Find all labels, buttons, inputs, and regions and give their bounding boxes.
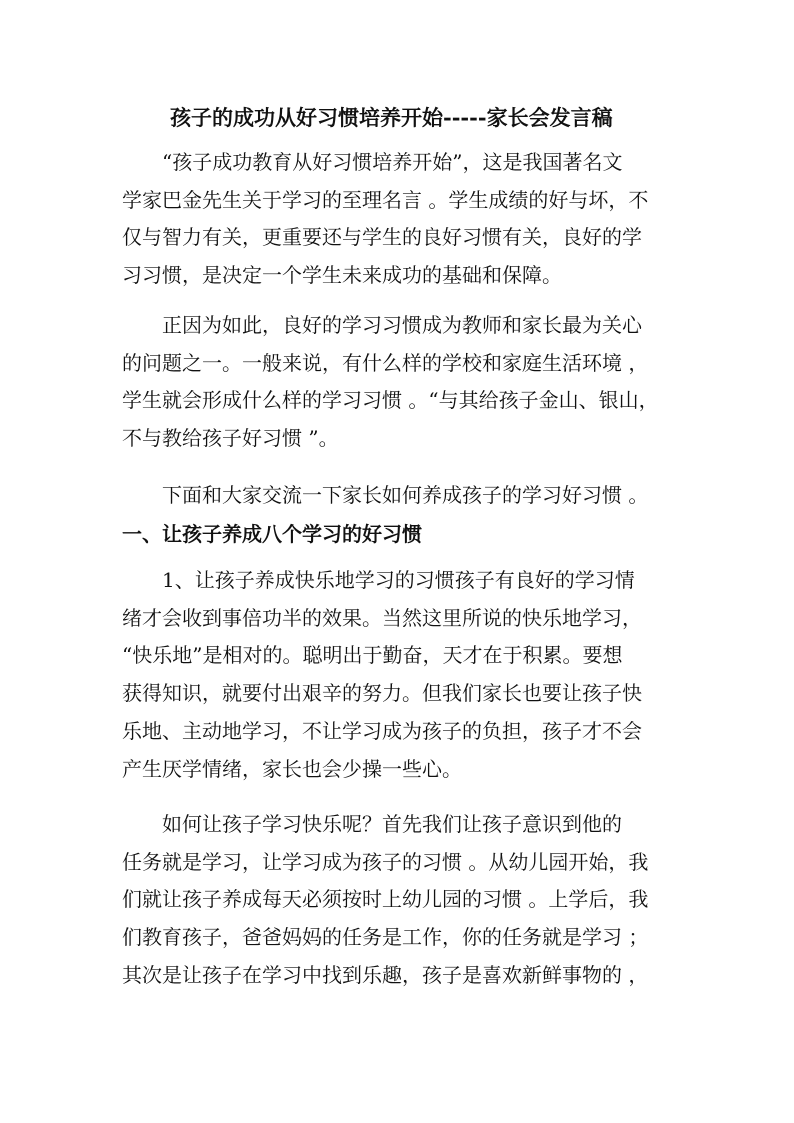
section-heading: 一、让孩子养成八个学习的好习惯: [122, 522, 422, 546]
paragraph-line: “孩子成功教育从好习惯培养开始”，这是我国著名文: [162, 150, 623, 174]
paragraph-4: [122, 562, 674, 788]
paragraph-line: 1、让孩子养成快乐地学习的习惯孩子有良好的学习情: [162, 568, 635, 592]
paragraph-2: [122, 307, 674, 458]
paragraph-1: [122, 144, 674, 295]
paragraph-line: “快乐地”是相对的。聪明出于勤奋，天才在于积累。要想: [122, 643, 623, 668]
paragraph-3: [122, 477, 674, 515]
paragraph-line: 学生就会形成什么样的学习习惯 。“与其给孩子金山、银山，: [122, 388, 659, 413]
section-heading-block: [122, 516, 674, 554]
paragraph-line: 习习惯，是决定一个学生未来成功的基础和保障。: [122, 263, 562, 288]
paragraph-line: 学家巴金先生关于学习的至理名言 。学生成绩的好与坏，不: [122, 187, 649, 212]
document-title: 孩子的成功从好习惯培养开始-----家长会发言稿: [170, 105, 613, 130]
paragraph-line: 绪才会收到事倍功半的效果。当然这里所说的快乐地学习，: [122, 605, 642, 630]
paragraph-line: 的问题之一。一般来说，有什么样的学校和家庭生活环境 ，: [122, 350, 649, 375]
paragraph-line: 如何让孩子学习快乐呢？首先我们让孩子意识到他的: [162, 812, 622, 836]
paragraph-line: 其次是让孩子在学习中找到乐趣，孩子是喜欢新鲜事物的 ，: [122, 962, 649, 987]
paragraph-line: 正因为如此，良好的学习习惯成为教师和家长最为关心: [162, 313, 642, 337]
paragraph-line: 产生厌学情绪，家长也会少操一些心。: [122, 756, 462, 781]
paragraph-line: 任务就是学习，让学习成为孩子的习惯 。从幼儿园开始，我: [122, 849, 649, 874]
paragraph-5: [122, 806, 674, 995]
paragraph-line: 们教育孩子，爸爸妈妈的任务是工作，你的任务就是学习 ；: [122, 925, 649, 950]
paragraph-line: 不与教给孩子好习惯 ”。: [122, 426, 339, 451]
paragraph-line: 乐地、主动地学习，不让学习成为孩子的负担，孩子才不会: [122, 718, 642, 743]
paragraph-line: 仅与智力有关，更重要还与学生的良好习惯有关，良好的学: [122, 225, 642, 250]
paragraph-line: 们就让孩子养成每天必须按时上幼儿园的习惯 。上学后，我: [122, 887, 649, 912]
paragraph-line: 下面和大家交流一下家长如何养成孩子的学习好习惯 。: [162, 483, 649, 507]
paragraph-line: 获得知识，就要付出艰辛的努力。但我们家长也要让孩子快: [122, 681, 642, 706]
